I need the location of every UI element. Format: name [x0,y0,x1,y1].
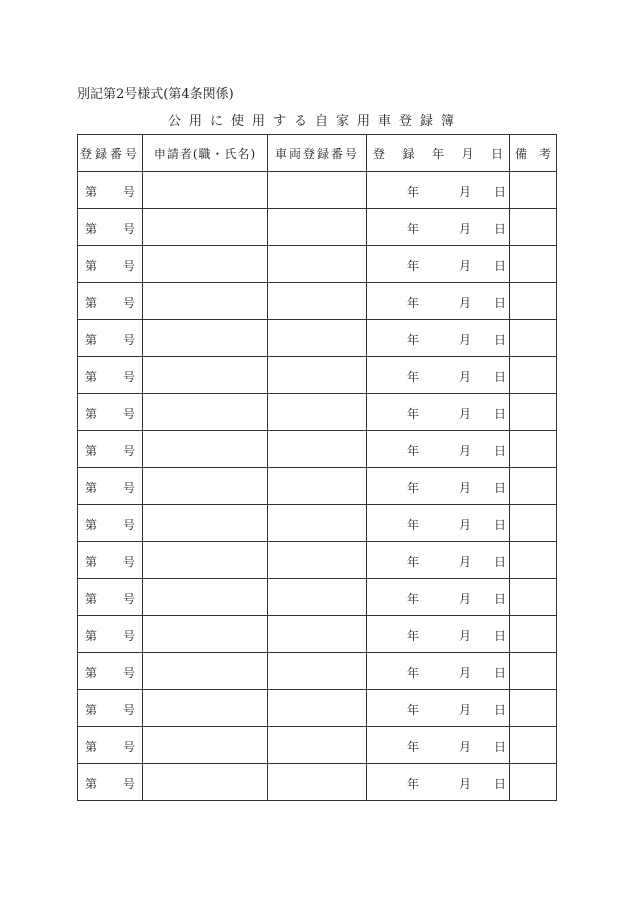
go-label: 号 [122,777,135,791]
registration-number-cell[interactable] [78,616,143,653]
remarks-cell[interactable] [510,542,557,579]
applicant-cell[interactable] [143,542,268,579]
dai-label: 第 [85,481,98,495]
day-label: 日 [494,370,507,384]
day-label: 日 [494,222,507,236]
go-label: 号 [122,259,135,273]
registration-date-cell[interactable] [367,394,510,431]
registration-date-cell[interactable] [367,579,510,616]
month-label: 月 [459,703,472,717]
dai-label: 第 [85,740,98,754]
registration-date-cell[interactable] [367,505,510,542]
registration-number-cell[interactable] [78,431,143,468]
header-date-part: 登 [373,146,386,161]
vehicle-number-cell[interactable] [268,653,367,690]
table-row [78,616,557,653]
day-label: 日 [494,185,507,199]
registration-date-cell[interactable] [367,468,510,505]
applicant-cell[interactable] [143,505,268,542]
dai-label: 第 [85,444,98,458]
dai-label: 第 [85,333,98,347]
day-label: 日 [494,777,507,791]
registration-date-cell[interactable] [367,320,510,357]
vehicle-number-cell[interactable] [268,542,367,579]
registration-number-cell[interactable] [78,357,143,394]
remarks-cell[interactable] [510,653,557,690]
year-label: 年 [407,296,420,310]
registration-number-cell[interactable] [78,690,143,727]
vehicle-number-cell[interactable] [268,246,367,283]
year-label: 年 [407,703,420,717]
registration-number-cell[interactable] [78,320,143,357]
year-label: 年 [407,259,420,273]
registration-date-cell[interactable] [367,690,510,727]
day-label: 日 [494,259,507,273]
year-label: 年 [407,370,420,384]
applicant-cell[interactable] [143,283,268,320]
vehicle-number-cell[interactable] [268,468,367,505]
registration-number-cell[interactable] [78,653,143,690]
vehicle-number-cell[interactable] [268,172,367,209]
applicant-cell[interactable] [143,616,268,653]
registration-date-cell[interactable] [367,172,510,209]
vehicle-number-cell[interactable] [268,320,367,357]
registration-date-cell[interactable] [367,209,510,246]
table-row [78,505,557,542]
applicant-cell[interactable] [143,727,268,764]
go-label: 号 [122,666,135,680]
vehicle-number-cell[interactable] [268,209,367,246]
remarks-cell[interactable] [510,283,557,320]
applicant-cell[interactable] [143,357,268,394]
go-label: 号 [122,296,135,310]
month-label: 月 [459,629,472,643]
vehicle-number-cell[interactable] [268,505,367,542]
header-date-part: 月 [461,146,474,161]
dai-label: 第 [85,703,98,717]
applicant-cell[interactable] [143,764,268,801]
year-label: 年 [407,333,420,347]
applicant-cell[interactable] [143,653,268,690]
vehicle-number-cell[interactable] [268,764,367,801]
applicant-cell[interactable] [143,320,268,357]
year-label: 年 [407,740,420,754]
year-label: 年 [407,629,420,643]
day-label: 日 [494,296,507,310]
dai-label: 第 [85,296,98,310]
day-label: 日 [494,333,507,347]
remarks-cell[interactable] [510,246,557,283]
table-row [78,690,557,727]
applicant-cell[interactable] [143,246,268,283]
go-label: 号 [122,185,135,199]
registration-date-cell[interactable] [367,246,510,283]
applicant-cell[interactable] [143,579,268,616]
table-row [78,653,557,690]
year-label: 年 [407,777,420,791]
month-label: 月 [459,666,472,680]
dai-label: 第 [85,518,98,532]
go-label: 号 [122,555,135,569]
vehicle-number-cell[interactable] [268,579,367,616]
year-label: 年 [407,555,420,569]
month-label: 月 [459,592,472,606]
remarks-cell[interactable] [510,468,557,505]
go-label: 号 [122,518,135,532]
applicant-cell[interactable] [143,172,268,209]
registration-number-cell[interactable] [78,283,143,320]
form-note: 別記第2号様式(第4条関係) [77,87,234,102]
registration-number-cell[interactable] [78,579,143,616]
remarks-cell[interactable] [510,727,557,764]
registration-date-cell[interactable] [367,357,510,394]
registration-date-cell[interactable] [367,283,510,320]
table-row [78,172,557,209]
month-label: 月 [459,296,472,310]
vehicle-number-cell[interactable] [268,616,367,653]
header-date-part: 日 [490,146,503,161]
header-date-part: 年 [431,146,444,161]
registration-date-cell[interactable] [367,727,510,764]
vehicle-number-cell[interactable] [268,727,367,764]
month-label: 月 [459,444,472,458]
dai-label: 第 [85,259,98,273]
year-label: 年 [407,222,420,236]
remarks-cell[interactable] [510,209,557,246]
month-label: 月 [459,740,472,754]
go-label: 号 [122,629,135,643]
dai-label: 第 [85,222,98,236]
applicant-cell[interactable] [143,394,268,431]
header-remarks: 備 考 [510,135,557,172]
go-label: 号 [122,407,135,421]
month-label: 月 [459,370,472,384]
table-body [78,172,557,801]
table-row [78,542,557,579]
year-label: 年 [407,666,420,680]
remarks-cell[interactable] [510,357,557,394]
vehicle-number-cell[interactable] [268,690,367,727]
year-label: 年 [407,481,420,495]
table-row [78,209,557,246]
table-row [78,431,557,468]
vehicle-number-cell[interactable] [268,283,367,320]
registration-date-cell[interactable] [367,542,510,579]
registration-number-cell[interactable] [78,764,143,801]
dai-label: 第 [85,370,98,384]
go-label: 号 [122,333,135,347]
applicant-cell[interactable] [143,431,268,468]
day-label: 日 [494,666,507,680]
month-label: 月 [459,222,472,236]
go-label: 号 [122,592,135,606]
month-label: 月 [459,481,472,495]
header-registration-number: 登録番号 [78,135,143,172]
remarks-cell[interactable] [510,690,557,727]
day-label: 日 [494,629,507,643]
day-label: 日 [494,740,507,754]
table-row [78,727,557,764]
header-date-part: 録 [402,146,415,161]
month-label: 月 [459,333,472,347]
table-row [78,320,557,357]
dai-label: 第 [85,185,98,199]
month-label: 月 [459,555,472,569]
vehicle-number-cell[interactable] [268,394,367,431]
dai-label: 第 [85,592,98,606]
registration-number-cell[interactable] [78,246,143,283]
day-label: 日 [494,444,507,458]
month-label: 月 [459,407,472,421]
remarks-cell[interactable] [510,320,557,357]
go-label: 号 [122,481,135,495]
registration-number-cell[interactable] [78,394,143,431]
month-label: 月 [459,259,472,273]
remarks-cell[interactable] [510,764,557,801]
registration-number-cell[interactable] [78,468,143,505]
day-label: 日 [494,407,507,421]
go-label: 号 [122,222,135,236]
year-label: 年 [407,185,420,199]
day-label: 日 [494,481,507,495]
day-label: 日 [494,518,507,532]
remarks-cell[interactable] [510,579,557,616]
day-label: 日 [494,592,507,606]
month-label: 月 [459,777,472,791]
remarks-cell[interactable] [510,172,557,209]
registration-table [77,134,557,801]
applicant-cell[interactable] [143,209,268,246]
header-registration-date [367,135,510,172]
day-label: 日 [494,703,507,717]
dai-label: 第 [85,666,98,680]
vehicle-number-cell[interactable] [268,357,367,394]
dai-label: 第 [85,777,98,791]
registration-number-cell[interactable] [78,172,143,209]
registration-date-cell[interactable] [367,764,510,801]
remarks-cell[interactable] [510,394,557,431]
remarks-cell[interactable] [510,431,557,468]
remarks-cell[interactable] [510,505,557,542]
registration-date-cell[interactable] [367,431,510,468]
dai-label: 第 [85,407,98,421]
table-row [78,394,557,431]
go-label: 号 [122,370,135,384]
header-row [78,135,557,172]
registration-number-cell[interactable] [78,727,143,764]
dai-label: 第 [85,629,98,643]
month-label: 月 [459,185,472,199]
go-label: 号 [122,444,135,458]
table-row [78,764,557,801]
table-row [78,283,557,320]
document-title: 公用に使用する自家用車登録簿 [167,114,462,129]
header-applicant: 申請者(職・氏名) [143,135,268,172]
applicant-cell[interactable] [143,690,268,727]
registration-date-cell[interactable] [367,616,510,653]
month-label: 月 [459,518,472,532]
remarks-cell[interactable] [510,616,557,653]
day-label: 日 [494,555,507,569]
table-row [78,246,557,283]
year-label: 年 [407,407,420,421]
go-label: 号 [122,703,135,717]
dai-label: 第 [85,555,98,569]
applicant-cell[interactable] [143,468,268,505]
header-vehicle-number: 車両登録番号 [268,135,367,172]
registration-number-cell[interactable] [78,505,143,542]
table-row [78,468,557,505]
registration-number-cell[interactable] [78,542,143,579]
go-label: 号 [122,740,135,754]
year-label: 年 [407,518,420,532]
table-row [78,579,557,616]
registration-date-cell[interactable] [367,653,510,690]
table-row [78,357,557,394]
year-label: 年 [407,444,420,458]
vehicle-number-cell[interactable] [268,431,367,468]
year-label: 年 [407,592,420,606]
registration-number-cell[interactable] [78,209,143,246]
